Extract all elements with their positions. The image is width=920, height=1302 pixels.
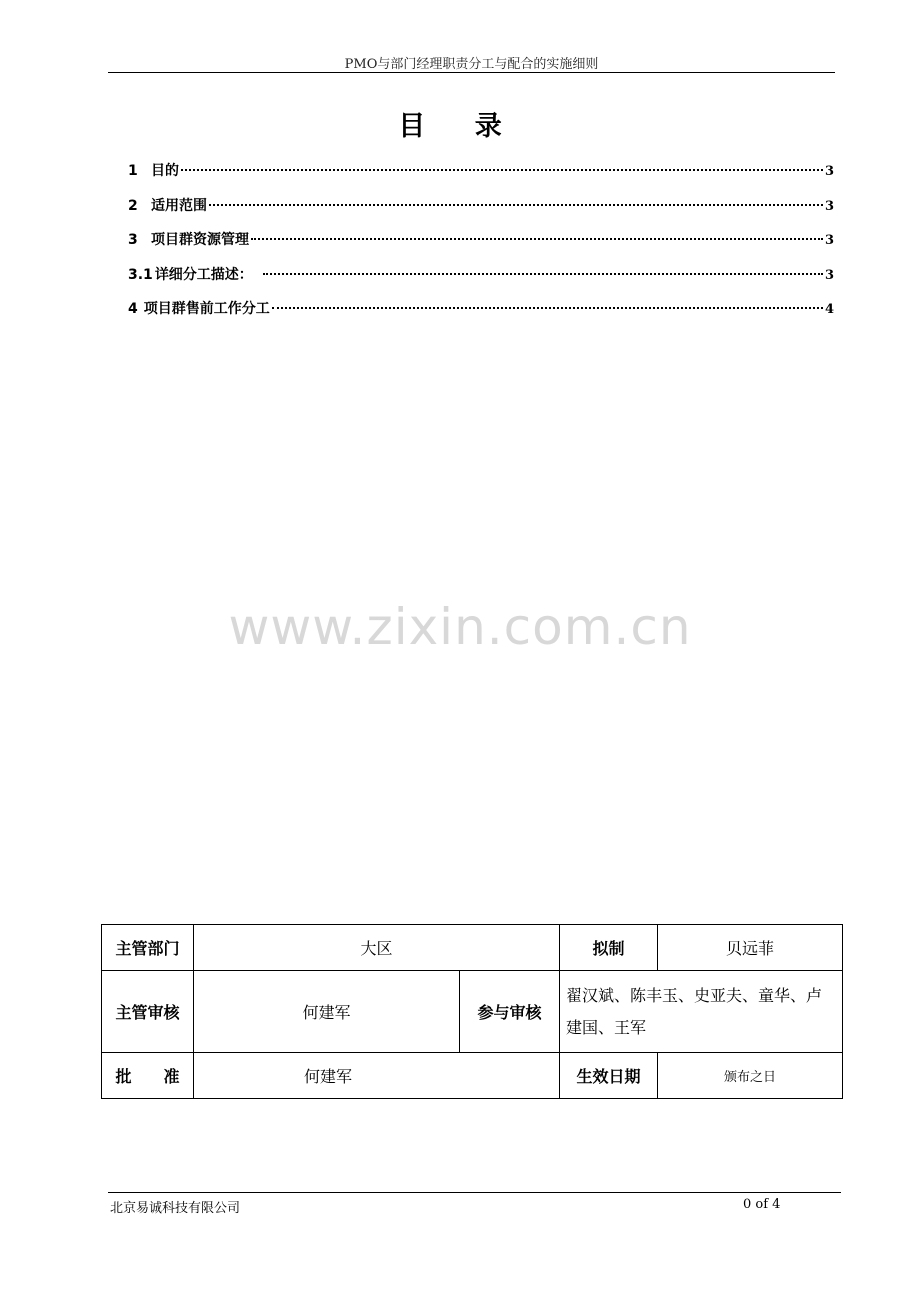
- draft-value: 贝远菲: [658, 925, 843, 971]
- approve-value: 何建军: [194, 1053, 560, 1099]
- header-divider: [108, 72, 835, 73]
- toc-entry-2[interactable]: [128, 195, 834, 230]
- toc-entry-number: 3.1: [128, 266, 153, 283]
- watermark: www.zixin.com.cn: [228, 598, 692, 656]
- toc-leader-dots: [272, 307, 823, 309]
- review-label: 主管审核: [102, 971, 194, 1053]
- toc-entry-label: 详细分工描述：: [154, 266, 253, 283]
- toc-title: 目 录: [398, 111, 522, 142]
- toc-entry-page: 3: [824, 267, 834, 283]
- effective-date-value: 颁布之日: [658, 1053, 843, 1099]
- dept-value: 大区: [194, 925, 560, 971]
- toc-entry-number: 2: [128, 197, 138, 214]
- footer-page-info: 0 of 4: [743, 1197, 781, 1212]
- toc-entry-page: 4: [824, 302, 834, 317]
- toc-entry-3-1[interactable]: [128, 264, 834, 299]
- toc-entry-number: 3: [128, 232, 138, 248]
- approval-table: [101, 924, 843, 1099]
- footer-company: 北京易诚科技有限公司: [110, 1201, 241, 1216]
- toc-entry-page: 3: [824, 198, 834, 214]
- footer-divider: [108, 1192, 841, 1193]
- page-header-title: PMO与部门经理职责分工与配合的实施细则: [344, 57, 599, 72]
- toc-entry-label: 项目群资源管理: [151, 232, 249, 248]
- review-value: 何建军: [194, 971, 460, 1053]
- toc-leader-dots: [181, 169, 823, 171]
- toc-entry-page: 3: [824, 164, 834, 179]
- toc-entry-1[interactable]: [128, 160, 834, 195]
- toc-entry-3[interactable]: [128, 229, 834, 264]
- toc-entry-page: 3: [824, 233, 834, 248]
- draft-label: 拟制: [560, 925, 658, 971]
- dept-label: 主管部门: [102, 925, 194, 971]
- toc-leader-dots: [209, 204, 823, 206]
- toc-entry-label: 目的: [151, 163, 179, 179]
- effective-date-label: 生效日期: [560, 1053, 658, 1099]
- approve-label: 批 准: [102, 1053, 194, 1099]
- toc-leader-dots: [263, 273, 823, 275]
- toc-leader-dots: [251, 238, 823, 240]
- joint-review-label: 参与审核: [460, 971, 560, 1053]
- toc-entry-4[interactable]: [128, 298, 834, 333]
- toc-entry-label: 项目群售前工作分工: [143, 301, 270, 317]
- joint-review-value: 翟汉斌、陈丰玉、史亚夫、童华、卢建国、王军: [560, 971, 843, 1053]
- toc-entry-number: 4: [128, 301, 138, 317]
- toc-entry-label: 适用范围: [151, 197, 207, 214]
- toc-entry-number: 1: [128, 163, 138, 179]
- table-of-contents: [128, 160, 834, 333]
